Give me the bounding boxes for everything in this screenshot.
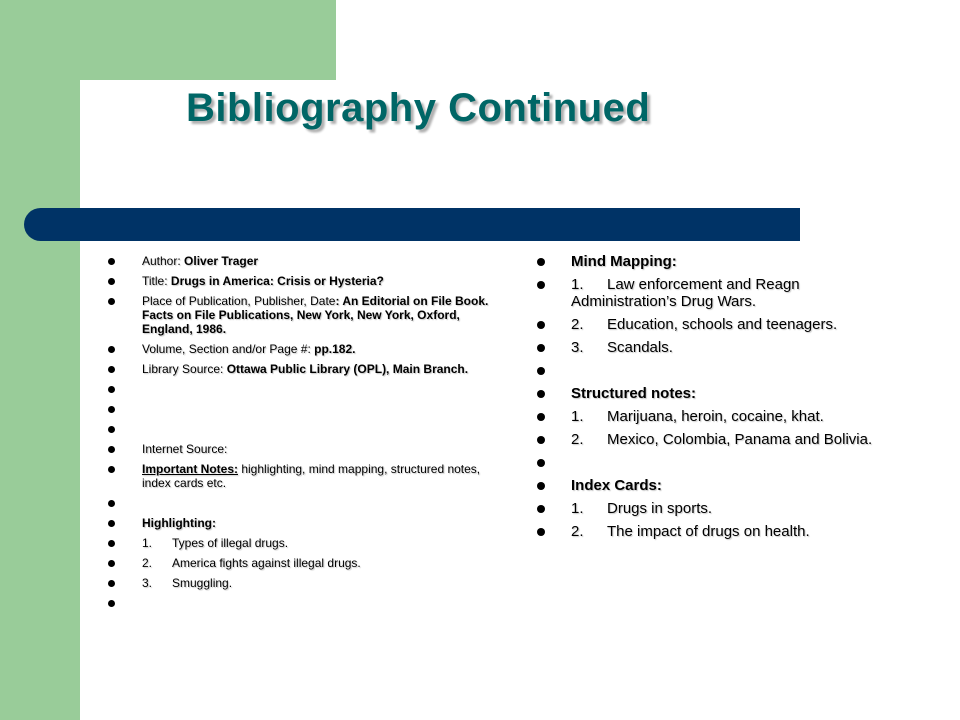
list-item-mind-3	[535, 339, 905, 356]
list-item-title	[106, 274, 490, 288]
highlighting-label: Highlighting:	[142, 516, 216, 530]
list-item-volume	[106, 342, 490, 356]
bullet-icon	[108, 600, 115, 607]
list-item-empty	[106, 382, 490, 396]
item-number: 2.	[571, 431, 584, 448]
item-number: 3.	[571, 339, 584, 356]
bullet-icon	[537, 436, 545, 444]
item-text: Marijuana, heroin, cocaine, khat.	[607, 408, 824, 425]
bullet-icon	[108, 466, 115, 473]
list-item-place	[106, 294, 490, 336]
item-text: Scandals.	[607, 339, 673, 356]
item-text: America fights against illegal drugs.	[172, 556, 361, 570]
bullet-icon	[108, 278, 115, 285]
list-item-empty	[535, 362, 905, 379]
notes-value: highlighting, mind mapping, structured notes, index cards etc.	[142, 462, 481, 490]
list-item-highlight-3	[106, 576, 490, 590]
bullet-icon	[108, 386, 115, 393]
title-label: Title:	[142, 274, 171, 288]
list-item-highlight-2	[106, 556, 490, 570]
bullet-icon	[108, 258, 115, 265]
item-number: 2.	[571, 523, 584, 540]
bullet-icon	[108, 520, 115, 527]
author-value: Oliver Trager	[184, 254, 259, 268]
mind-mapping-label: Mind Mapping:	[571, 253, 677, 270]
list-item-empty	[106, 496, 490, 510]
list-item-highlight-1	[106, 536, 490, 550]
index-cards-label: Index Cards:	[571, 477, 662, 494]
bullet-icon	[108, 446, 115, 453]
list-item-internet	[106, 442, 490, 456]
author-label: Author:	[142, 254, 185, 268]
volume-label: Volume, Section and/or Page #:	[142, 342, 315, 356]
item-text: Drugs in sports.	[607, 500, 713, 517]
structured-notes-label: Structured notes:	[571, 385, 697, 402]
bullet-icon	[108, 560, 115, 567]
item-number: 1.	[571, 408, 584, 425]
list-item-index-2	[535, 523, 905, 540]
book-title-value: Drugs in America: Crisis or Hysteria?	[170, 274, 384, 288]
list-item-structured-notes	[535, 385, 905, 402]
item-text: The impact of drugs on health.	[607, 523, 810, 540]
bullet-icon	[108, 298, 115, 305]
bullet-icon	[537, 321, 545, 329]
list-item-notes	[106, 462, 490, 490]
list-item-index-1	[535, 500, 905, 517]
bullet-icon	[108, 426, 115, 433]
item-text: Mexico, Colombia, Panama and Bolivia.	[607, 431, 873, 448]
bullet-icon	[108, 346, 115, 353]
list-item-library	[106, 362, 490, 376]
bullet-icon	[537, 344, 545, 352]
title-divider-bar	[24, 208, 800, 241]
list-item-structured-1	[535, 408, 905, 425]
list-item-author	[106, 254, 490, 268]
item-text: Law enforcement and Reagn Administration’s Drug Wars.	[571, 276, 800, 310]
library-value: Ottawa Public Library (OPL), Main Branch.	[226, 362, 469, 376]
list-item-highlighting	[106, 516, 490, 530]
bullet-icon	[108, 500, 115, 507]
item-text: Education, schools and teenagers.	[607, 316, 838, 333]
bullet-icon	[537, 505, 545, 513]
left-bullet-list	[106, 254, 490, 616]
bullet-icon	[537, 258, 545, 266]
list-item-mind-1	[535, 276, 905, 310]
slide-title: Bibliography Continued	[186, 86, 651, 130]
item-number: 1.	[571, 500, 584, 517]
library-label: Library Source:	[142, 362, 227, 376]
item-number: 3.	[142, 576, 153, 590]
list-item-mind-mapping	[535, 253, 905, 270]
item-text: Smuggling.	[172, 576, 233, 590]
bullet-icon	[537, 459, 545, 467]
list-item-index-cards	[535, 477, 905, 494]
item-text: Types of illegal drugs.	[172, 536, 289, 550]
list-item-empty	[106, 402, 490, 416]
left-green-band	[0, 0, 80, 720]
list-item-empty	[106, 596, 490, 610]
internet-label: Internet Source:	[142, 442, 228, 456]
list-item-empty	[535, 454, 905, 471]
list-item-mind-2	[535, 316, 905, 333]
place-value: : An Editorial on File Book. Facts on File Publications, New York, New York, Oxford, England, 1986.	[142, 294, 489, 336]
bullet-icon	[108, 540, 115, 547]
bullet-icon	[537, 281, 545, 289]
list-item-empty	[106, 422, 490, 436]
item-number: 1.	[571, 276, 584, 293]
bullet-icon	[537, 482, 545, 490]
place-label: Place of Publication, Publisher, Date	[142, 294, 336, 308]
item-number: 1.	[142, 536, 153, 550]
bullet-icon	[108, 366, 115, 373]
list-item-structured-2	[535, 431, 905, 448]
bullet-icon	[537, 390, 545, 398]
top-green-block	[80, 0, 336, 80]
item-number: 2.	[571, 316, 584, 333]
rounded-corner	[80, 80, 140, 140]
bullet-icon	[537, 528, 545, 536]
volume-value: pp.182.	[314, 342, 356, 356]
bullet-icon	[537, 413, 545, 421]
right-bullet-list	[535, 253, 905, 546]
bullet-icon	[108, 406, 115, 413]
item-number: 2.	[142, 556, 153, 570]
bullet-icon	[108, 580, 115, 587]
bullet-icon	[537, 367, 545, 375]
notes-label: Important Notes:	[142, 462, 238, 476]
